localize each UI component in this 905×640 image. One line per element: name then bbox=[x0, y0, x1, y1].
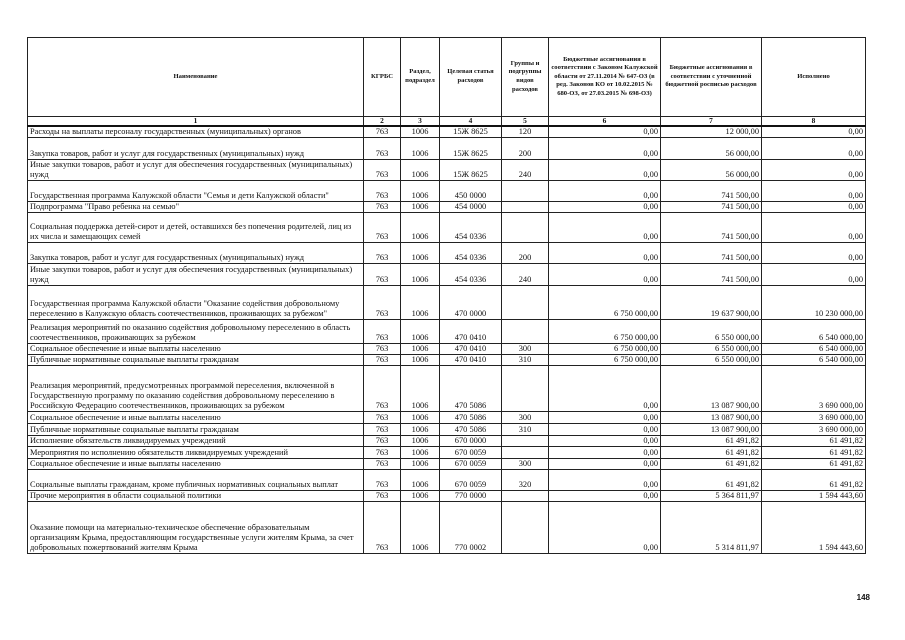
row-section-cell: 1006 bbox=[401, 126, 440, 137]
row-group-cell: 240 bbox=[502, 263, 549, 285]
row-name-cell: Оказание помощи на материально-техническое обеспечение образовательным организациям Крыма, предоставляющим государственные услуги жителям Крыма, за счет добровольных пожертвований жителям Крыма bbox=[28, 501, 364, 553]
page-number: 148 bbox=[856, 593, 870, 602]
row-law-amount-cell: 0,00 bbox=[549, 159, 661, 180]
row-kgrbs-cell: 763 bbox=[364, 490, 401, 501]
row-name-cell: Социальное обеспечение и иные выплаты населению bbox=[28, 343, 364, 354]
row-target-cell: 770 0000 bbox=[440, 490, 502, 501]
row-name-cell: Социальное обеспечение и иные выплаты населению bbox=[28, 411, 364, 423]
row-section-cell: 1006 bbox=[401, 263, 440, 285]
row-law-amount-cell: 6 750 000,00 bbox=[549, 319, 661, 343]
column-number: 2 bbox=[364, 117, 401, 127]
row-kgrbs-cell: 763 bbox=[364, 446, 401, 458]
row-kgrbs-cell: 763 bbox=[364, 126, 401, 137]
row-target-cell: 15Ж 8625 bbox=[440, 126, 502, 137]
row-law-amount-cell: 0,00 bbox=[549, 411, 661, 423]
row-refined-amount-cell: 13 087 900,00 bbox=[661, 411, 762, 423]
row-group-cell: 310 bbox=[502, 423, 549, 435]
row-name-cell: Иные закупки товаров, работ и услуг для обеспечения государственных (муниципальных) нужд bbox=[28, 159, 364, 180]
table-row bbox=[28, 501, 866, 553]
row-target-cell: 454 0000 bbox=[440, 201, 502, 212]
row-section-cell: 1006 bbox=[401, 201, 440, 212]
row-refined-amount-cell: 61 491,82 bbox=[661, 469, 762, 490]
row-law-amount-cell: 0,00 bbox=[549, 458, 661, 469]
row-refined-amount-cell: 56 000,00 bbox=[661, 159, 762, 180]
column-number: 3 bbox=[401, 117, 440, 127]
row-name-cell: Социальные выплаты гражданам, кроме публичных нормативных социальных выплат bbox=[28, 469, 364, 490]
row-executed-amount-cell: 0,00 bbox=[762, 180, 866, 201]
row-refined-amount-cell: 741 500,00 bbox=[661, 242, 762, 263]
row-target-cell: 670 0059 bbox=[440, 458, 502, 469]
row-target-cell: 454 0336 bbox=[440, 212, 502, 242]
column-number-row bbox=[28, 117, 866, 127]
row-executed-amount-cell: 10 230 000,00 bbox=[762, 285, 866, 319]
row-group-cell: 310 bbox=[502, 354, 549, 365]
row-executed-amount-cell: 1 594 443,60 bbox=[762, 501, 866, 553]
row-executed-amount-cell: 0,00 bbox=[762, 126, 866, 137]
row-name-cell: Публичные нормативные социальные выплаты гражданам bbox=[28, 423, 364, 435]
row-refined-amount-cell: 741 500,00 bbox=[661, 180, 762, 201]
table-row bbox=[28, 263, 866, 285]
row-section-cell: 1006 bbox=[401, 159, 440, 180]
column-number: 5 bbox=[502, 117, 549, 127]
row-group-cell bbox=[502, 501, 549, 553]
table-row bbox=[28, 137, 866, 159]
row-kgrbs-cell: 763 bbox=[364, 354, 401, 365]
table-body bbox=[28, 126, 866, 553]
row-law-amount-cell: 0,00 bbox=[549, 501, 661, 553]
row-section-cell: 1006 bbox=[401, 446, 440, 458]
row-kgrbs-cell: 763 bbox=[364, 137, 401, 159]
row-law-amount-cell: 0,00 bbox=[549, 263, 661, 285]
row-kgrbs-cell: 763 bbox=[364, 365, 401, 411]
row-group-cell: 200 bbox=[502, 242, 549, 263]
header-budget-law: Бюджетные ассигнования в соответствии с Законом Калужской области от 27.11.2014 № 647-ОЗ (в ред. Законов КО от 10.02.2015 № 680-ОЗ, от 27.03.2015 № 698-ОЗ) bbox=[549, 38, 661, 117]
row-section-cell: 1006 bbox=[401, 137, 440, 159]
row-name-cell: Исполнение обязательств ликвидируемых учреждений bbox=[28, 435, 364, 446]
row-executed-amount-cell: 0,00 bbox=[762, 137, 866, 159]
column-number: 8 bbox=[762, 117, 866, 127]
row-name-cell: Подпрограмма "Право ребенка на семью" bbox=[28, 201, 364, 212]
row-group-cell: 300 bbox=[502, 458, 549, 469]
row-refined-amount-cell: 13 087 900,00 bbox=[661, 423, 762, 435]
row-group-cell bbox=[502, 212, 549, 242]
row-executed-amount-cell: 6 540 000,00 bbox=[762, 343, 866, 354]
row-group-cell: 320 bbox=[502, 469, 549, 490]
row-group-cell bbox=[502, 285, 549, 319]
row-name-cell: Социальная поддержка детей-сирот и детей, оставшихся без попечения родителей, лиц из их числа и замещающих семей bbox=[28, 212, 364, 242]
row-refined-amount-cell: 19 637 900,00 bbox=[661, 285, 762, 319]
row-name-cell: Социальное обеспечение и иные выплаты населению bbox=[28, 458, 364, 469]
row-section-cell: 1006 bbox=[401, 458, 440, 469]
table-row bbox=[28, 343, 866, 354]
table-row bbox=[28, 285, 866, 319]
row-refined-amount-cell: 5 314 811,97 bbox=[661, 501, 762, 553]
row-target-cell: 15Ж 8625 bbox=[440, 137, 502, 159]
row-executed-amount-cell: 6 540 000,00 bbox=[762, 354, 866, 365]
row-group-cell bbox=[502, 319, 549, 343]
row-refined-amount-cell: 741 500,00 bbox=[661, 212, 762, 242]
row-name-cell: Закупка товаров, работ и услуг для государственных (муниципальных) нужд bbox=[28, 242, 364, 263]
row-law-amount-cell: 6 750 000,00 bbox=[549, 343, 661, 354]
row-kgrbs-cell: 763 bbox=[364, 263, 401, 285]
budget-table bbox=[27, 37, 866, 554]
row-refined-amount-cell: 61 491,82 bbox=[661, 458, 762, 469]
row-law-amount-cell: 6 750 000,00 bbox=[549, 285, 661, 319]
row-kgrbs-cell: 763 bbox=[364, 319, 401, 343]
row-kgrbs-cell: 763 bbox=[364, 501, 401, 553]
table-row bbox=[28, 469, 866, 490]
row-law-amount-cell: 0,00 bbox=[549, 180, 661, 201]
row-section-cell: 1006 bbox=[401, 469, 440, 490]
row-group-cell bbox=[502, 446, 549, 458]
row-target-cell: 470 5086 bbox=[440, 423, 502, 435]
row-refined-amount-cell: 13 087 900,00 bbox=[661, 365, 762, 411]
row-section-cell: 1006 bbox=[401, 501, 440, 553]
row-law-amount-cell: 0,00 bbox=[549, 365, 661, 411]
column-number: 6 bbox=[549, 117, 661, 127]
row-kgrbs-cell: 763 bbox=[364, 242, 401, 263]
row-refined-amount-cell: 61 491,82 bbox=[661, 435, 762, 446]
table-row bbox=[28, 180, 866, 201]
row-law-amount-cell: 0,00 bbox=[549, 469, 661, 490]
row-kgrbs-cell: 763 bbox=[364, 212, 401, 242]
header-section: Раздел, подраздел bbox=[401, 38, 440, 117]
row-kgrbs-cell: 763 bbox=[364, 159, 401, 180]
row-section-cell: 1006 bbox=[401, 180, 440, 201]
row-law-amount-cell: 0,00 bbox=[549, 242, 661, 263]
row-name-cell: Реализация мероприятий по оказанию содействия добровольному переселению в область соотечественников, проживающих за рубежом bbox=[28, 319, 364, 343]
table-row bbox=[28, 411, 866, 423]
row-target-cell: 670 0059 bbox=[440, 469, 502, 490]
row-kgrbs-cell: 763 bbox=[364, 180, 401, 201]
row-section-cell: 1006 bbox=[401, 242, 440, 263]
table-row bbox=[28, 446, 866, 458]
row-target-cell: 450 0000 bbox=[440, 180, 502, 201]
header-groups: Группы и подгруппы видов расходов bbox=[502, 38, 549, 117]
row-target-cell: 770 0002 bbox=[440, 501, 502, 553]
row-law-amount-cell: 0,00 bbox=[549, 201, 661, 212]
row-law-amount-cell: 0,00 bbox=[549, 212, 661, 242]
row-name-cell: Реализация мероприятий, предусмотренных программой переселения, включенной в Государственную программу по оказанию содействия добровольному переселению в Российскую Федерацию соотечественников, проживающих за рубежом bbox=[28, 365, 364, 411]
row-section-cell: 1006 bbox=[401, 423, 440, 435]
budget-report-sheet bbox=[27, 37, 865, 554]
header-budget-refined: Бюджетные ассигнования в соответствии с уточненной бюджетной росписью расходов bbox=[661, 38, 762, 117]
row-executed-amount-cell: 6 540 000,00 bbox=[762, 319, 866, 343]
row-target-cell: 470 0000 bbox=[440, 285, 502, 319]
header-executed: Исполнено bbox=[762, 38, 866, 117]
row-section-cell: 1006 bbox=[401, 319, 440, 343]
row-group-cell: 300 bbox=[502, 343, 549, 354]
row-executed-amount-cell: 3 690 000,00 bbox=[762, 423, 866, 435]
row-group-cell: 240 bbox=[502, 159, 549, 180]
row-executed-amount-cell: 1 594 443,60 bbox=[762, 490, 866, 501]
table-row bbox=[28, 212, 866, 242]
row-executed-amount-cell: 0,00 bbox=[762, 212, 866, 242]
row-executed-amount-cell: 0,00 bbox=[762, 201, 866, 212]
row-section-cell: 1006 bbox=[401, 354, 440, 365]
header-name: Наименование bbox=[28, 38, 364, 117]
row-kgrbs-cell: 763 bbox=[364, 469, 401, 490]
row-executed-amount-cell: 61 491,82 bbox=[762, 469, 866, 490]
row-kgrbs-cell: 763 bbox=[364, 458, 401, 469]
row-group-cell: 200 bbox=[502, 137, 549, 159]
row-target-cell: 470 0410 bbox=[440, 319, 502, 343]
row-group-cell bbox=[502, 435, 549, 446]
row-kgrbs-cell: 763 bbox=[364, 435, 401, 446]
table-row bbox=[28, 365, 866, 411]
row-refined-amount-cell: 741 500,00 bbox=[661, 201, 762, 212]
table-row bbox=[28, 201, 866, 212]
row-law-amount-cell: 0,00 bbox=[549, 126, 661, 137]
row-group-cell bbox=[502, 490, 549, 501]
row-executed-amount-cell: 3 690 000,00 bbox=[762, 365, 866, 411]
row-section-cell: 1006 bbox=[401, 343, 440, 354]
row-name-cell: Государственная программа Калужской области "Семья и дети Калужской области" bbox=[28, 180, 364, 201]
row-target-cell: 454 0336 bbox=[440, 242, 502, 263]
row-executed-amount-cell: 3 690 000,00 bbox=[762, 411, 866, 423]
row-group-cell bbox=[502, 201, 549, 212]
row-group-cell: 300 bbox=[502, 411, 549, 423]
row-name-cell: Иные закупки товаров, работ и услуг для обеспечения государственных (муниципальных) нужд bbox=[28, 263, 364, 285]
row-executed-amount-cell: 61 491,82 bbox=[762, 446, 866, 458]
row-group-cell bbox=[502, 365, 549, 411]
row-refined-amount-cell: 5 364 811,97 bbox=[661, 490, 762, 501]
row-executed-amount-cell: 61 491,82 bbox=[762, 435, 866, 446]
row-target-cell: 470 0410 bbox=[440, 354, 502, 365]
row-executed-amount-cell: 0,00 bbox=[762, 242, 866, 263]
row-group-cell bbox=[502, 180, 549, 201]
table-row bbox=[28, 159, 866, 180]
row-name-cell: Прочие мероприятия в области социальной политики bbox=[28, 490, 364, 501]
row-refined-amount-cell: 6 550 000,00 bbox=[661, 354, 762, 365]
row-kgrbs-cell: 763 bbox=[364, 343, 401, 354]
row-law-amount-cell: 0,00 bbox=[549, 490, 661, 501]
table-row bbox=[28, 490, 866, 501]
table-row bbox=[28, 354, 866, 365]
row-name-cell: Расходы на выплаты персоналу государственных (муниципальных) органов bbox=[28, 126, 364, 137]
row-refined-amount-cell: 6 550 000,00 bbox=[661, 319, 762, 343]
row-section-cell: 1006 bbox=[401, 365, 440, 411]
row-executed-amount-cell: 0,00 bbox=[762, 159, 866, 180]
row-group-cell: 120 bbox=[502, 126, 549, 137]
row-section-cell: 1006 bbox=[401, 490, 440, 501]
table-row bbox=[28, 126, 866, 137]
row-section-cell: 1006 bbox=[401, 212, 440, 242]
table-row bbox=[28, 319, 866, 343]
row-kgrbs-cell: 763 bbox=[364, 411, 401, 423]
row-refined-amount-cell: 61 491,82 bbox=[661, 446, 762, 458]
header-target: Целевая статья расходов bbox=[440, 38, 502, 117]
column-number: 4 bbox=[440, 117, 502, 127]
row-target-cell: 470 0410 bbox=[440, 343, 502, 354]
row-refined-amount-cell: 12 000,00 bbox=[661, 126, 762, 137]
row-target-cell: 15Ж 8625 bbox=[440, 159, 502, 180]
row-target-cell: 470 5086 bbox=[440, 411, 502, 423]
table-row bbox=[28, 242, 866, 263]
row-executed-amount-cell: 61 491,82 bbox=[762, 458, 866, 469]
row-name-cell: Государственная программа Калужской области "Оказание содействия добровольному переселению в Калужскую область соотечественников, проживающих за рубежом" bbox=[28, 285, 364, 319]
row-executed-amount-cell: 0,00 bbox=[762, 263, 866, 285]
column-number: 1 bbox=[28, 117, 364, 127]
row-kgrbs-cell: 763 bbox=[364, 423, 401, 435]
row-name-cell: Мероприятия по исполнению обязательств ликвидируемых учреждений bbox=[28, 446, 364, 458]
row-law-amount-cell: 0,00 bbox=[549, 446, 661, 458]
table-header-row bbox=[28, 38, 866, 117]
row-name-cell: Закупка товаров, работ и услуг для государственных (муниципальных) нужд bbox=[28, 137, 364, 159]
row-law-amount-cell: 0,00 bbox=[549, 137, 661, 159]
header-kgrbs: КГРБС bbox=[364, 38, 401, 117]
table-row bbox=[28, 435, 866, 446]
row-name-cell: Публичные нормативные социальные выплаты гражданам bbox=[28, 354, 364, 365]
row-refined-amount-cell: 6 550 000,00 bbox=[661, 343, 762, 354]
row-section-cell: 1006 bbox=[401, 435, 440, 446]
row-kgrbs-cell: 763 bbox=[364, 285, 401, 319]
row-kgrbs-cell: 763 bbox=[364, 201, 401, 212]
row-target-cell: 454 0336 bbox=[440, 263, 502, 285]
row-law-amount-cell: 0,00 bbox=[549, 435, 661, 446]
row-target-cell: 670 0000 bbox=[440, 435, 502, 446]
row-refined-amount-cell: 741 500,00 bbox=[661, 263, 762, 285]
row-section-cell: 1006 bbox=[401, 285, 440, 319]
row-section-cell: 1006 bbox=[401, 411, 440, 423]
row-refined-amount-cell: 56 000,00 bbox=[661, 137, 762, 159]
row-law-amount-cell: 0,00 bbox=[549, 423, 661, 435]
row-law-amount-cell: 6 750 000,00 bbox=[549, 354, 661, 365]
row-target-cell: 470 5086 bbox=[440, 365, 502, 411]
table-row bbox=[28, 458, 866, 469]
row-target-cell: 670 0059 bbox=[440, 446, 502, 458]
column-number: 7 bbox=[661, 117, 762, 127]
table-row bbox=[28, 423, 866, 435]
